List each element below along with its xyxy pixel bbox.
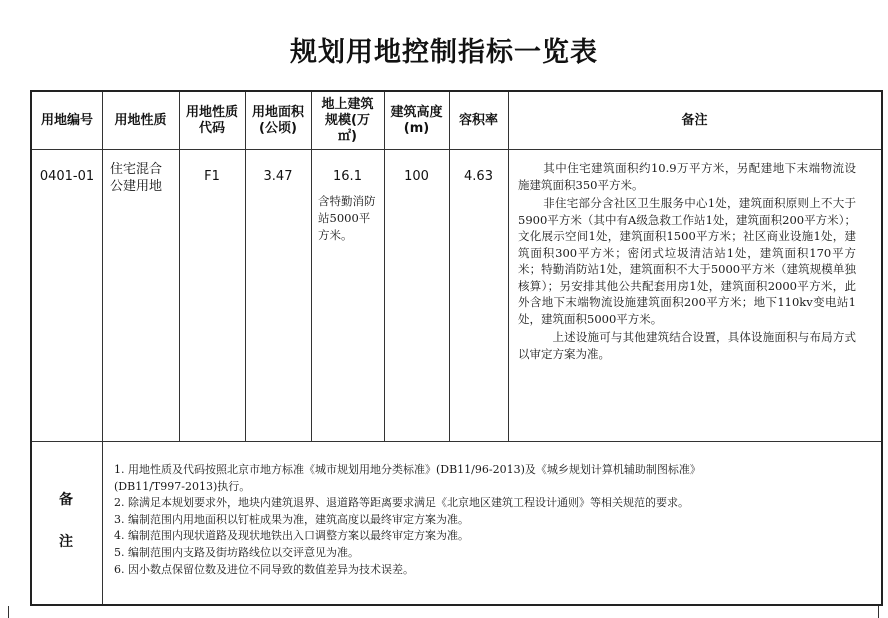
cell-land-use: 住宅混合公建用地: [110, 162, 163, 194]
header-land-id: [32, 92, 102, 149]
header-remarks-text: 备注: [681, 112, 708, 128]
cell-land-area: 3.47: [263, 169, 293, 184]
header-height: [384, 92, 449, 149]
note-item: 1. 用地性质及代码按照北京市地方标准《城市规划用地分类标准》(DB11/96-2013)及《城乡规划计算机辅助制图标准》: [114, 463, 701, 476]
header-building-scale: [311, 92, 384, 149]
header-land-area: [245, 92, 311, 149]
header-land-code-text: 用地性质代码: [185, 104, 238, 136]
cell-land-id: 0401-01: [39, 169, 95, 184]
note-item: 4. 编制范围内现状道路及现状地铁出入口调整方案以最终审定方案为准。: [114, 529, 469, 543]
cell-remarks: [518, 160, 856, 362]
cell-far: 4.63: [464, 169, 493, 184]
cell-building-scale: 16.1: [333, 169, 362, 184]
header-building-scale-text: 地上建筑规模(万㎡): [321, 96, 374, 144]
remarks-paragraph-1: 其中住宅建筑面积约10.9万平方米，另配建地下末端物流设施建筑面积350平方米。: [518, 161, 856, 192]
header-land-use-text: 用地性质: [114, 112, 167, 128]
notes-label-1: 备: [59, 492, 73, 508]
header-far-text: 容积率: [458, 112, 498, 128]
header-far: [449, 92, 508, 149]
header-height-text: 建筑高度(m): [390, 104, 443, 136]
cell-building-scale-note: 含特勤消防站5000平方米。: [318, 194, 376, 242]
header-land-code: [179, 92, 245, 149]
note-item: 6. 因小数点保留位数及进位不同导致的数值差异为技术误差。: [114, 562, 414, 576]
header-land-id-text: 用地编号: [40, 112, 93, 128]
header-bottom-line: [32, 149, 881, 150]
page-title: 规划用地控制指标一览表: [290, 37, 598, 68]
cell-land-code: F1: [204, 169, 220, 184]
remarks-paragraph-3: 上述设施可与其他建筑结合设置，具体设施面积与布局方式以审定方案为准。: [518, 330, 856, 361]
note-item: 5. 编制范围内支路及街坊路线位以交评意见为准。: [114, 545, 359, 559]
page-edge-mark-right: [878, 606, 879, 618]
notes-list: [114, 462, 879, 578]
header-land-use: [102, 92, 179, 149]
header-land-area-text: 用地面积(公顷): [251, 104, 304, 136]
remarks-paragraph-2: 非住宅部分含社区卫生服务中心1处，建筑面积原则上不大于5900平方米（其中有A级急救工作站1处，建筑面积200平方米）；文化展示空间1处，建筑面积1500平方米；社区商业设施1处，建筑面积300平方米；密闭式垃圾清洁站1处，建筑面积170平方米；特勤消防站1处，建筑面积不大于5000平方米（建筑规模单独核算）；另安排其他公共配套用房1处，建筑面积2000平方米，此外含地下末端物流设施建筑面积200平方米；地下110kv变电站1处，建筑面积5000平方米。: [518, 196, 856, 326]
notes-divider: [102, 441, 103, 604]
header-remarks: [508, 92, 881, 149]
note-item: 2. 除满足本规划要求外，地块内建筑退界、退道路等距离要求满足《北京地区建筑工程设计通则》等相关规范的要求。: [114, 496, 689, 510]
page-edge-mark-left: [8, 606, 9, 618]
cell-height: 100: [404, 169, 429, 184]
note-item: 3. 编制范围内用地面积以钉桩成果为准，建筑高度以最终审定方案为准。: [114, 512, 469, 526]
row-bottom-line: [32, 441, 881, 442]
notes-label-2: 注: [59, 534, 73, 550]
note-item: (DB11/T997-2013)执行。: [114, 479, 251, 493]
land-control-table: [30, 90, 883, 606]
